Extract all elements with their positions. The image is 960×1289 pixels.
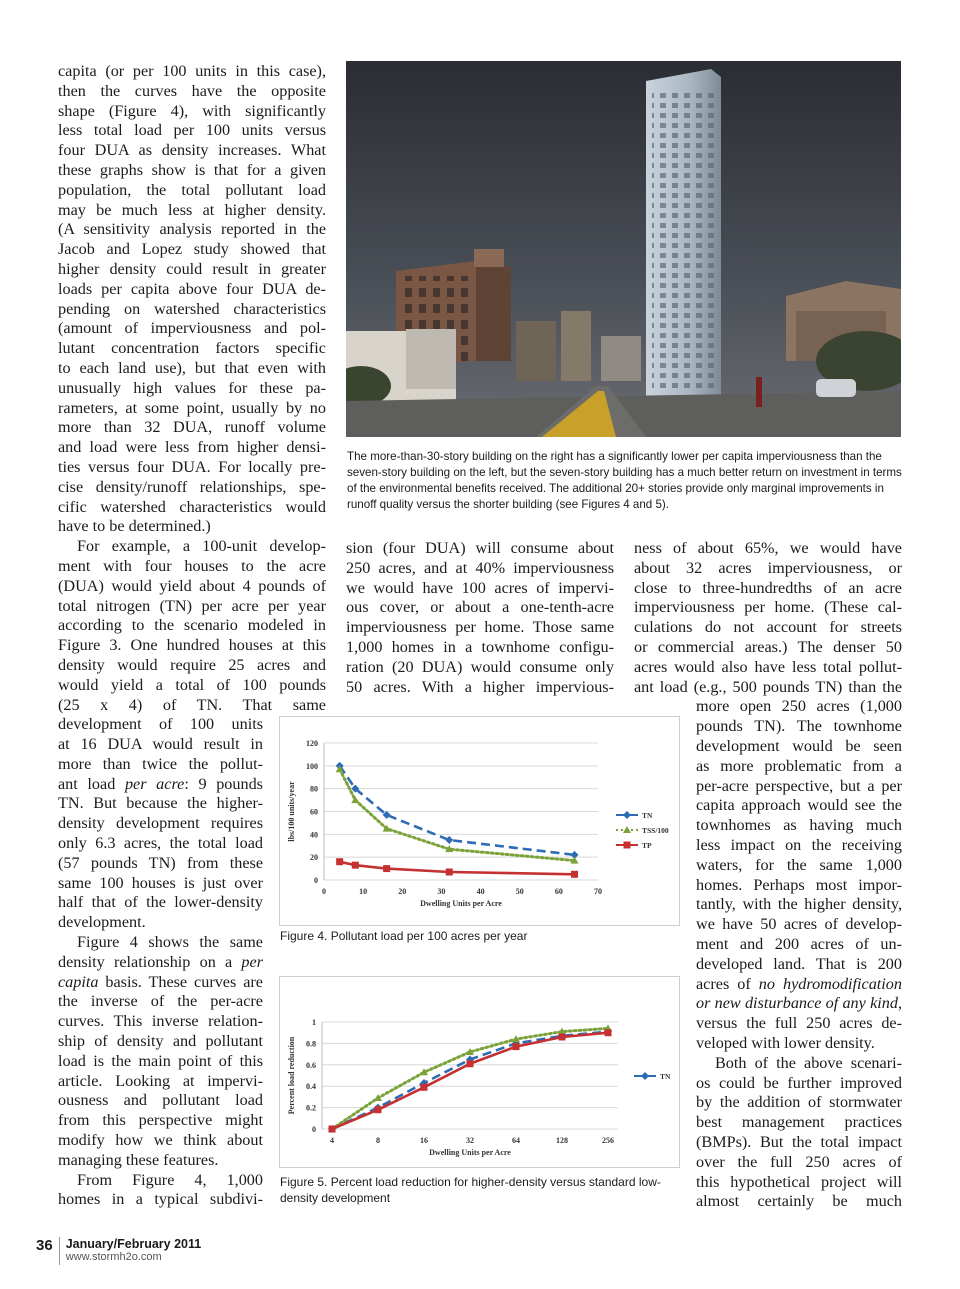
text-line: 50 acres. With a higher impervious- — [346, 677, 614, 696]
x-tick-label: 32 — [466, 1136, 474, 1145]
photo-caption: The more-than-30-story building on the right has a significantly lower per capita imperviousness than the seven-story building on the left, but the seven-story building has a much better return on investment in terms of the environmental benefits received. The additional 20+ stories provide only marginal improvements in runoff quality versus the shorter building (see Figures 4 and 5). — [347, 450, 902, 511]
text-line: we have 50 acres of develop- — [696, 915, 902, 934]
text-line: capita approach would see the — [696, 796, 902, 815]
text-line: development would be seen — [696, 736, 902, 755]
data-point — [352, 862, 359, 869]
footer-divider — [59, 1237, 60, 1265]
text-line: density relationship on a per — [58, 952, 263, 971]
issue-date: January/February 2011 — [65, 1237, 202, 1251]
text-line: at 16 DUA would result in — [58, 735, 263, 754]
paragraph-density-curves — [58, 62, 326, 517]
text-line: Jacob and Lopez study showed that — [58, 240, 326, 259]
text-line: (amount of imperviousness and pol- — [58, 319, 326, 338]
figure4-chart — [279, 716, 680, 926]
text-line: shape (Figure 4), with significantly — [58, 101, 326, 120]
legend-label: TP — [642, 841, 652, 850]
text-line: pending on watershed characteristics — [58, 299, 326, 318]
text-line: population, the total pollutant load — [58, 180, 326, 199]
y-tick-label: 20 — [310, 853, 318, 863]
middle-text-column — [346, 539, 614, 697]
text-line: Figure 4 shows the same — [77, 933, 263, 952]
x-tick-label: 50 — [515, 887, 524, 896]
x-axis-label: Dwelling Units per Acre — [420, 899, 502, 908]
figure4-chart-svg — [280, 717, 679, 925]
text-line: unusually high values for these pa- — [58, 378, 326, 397]
text-line: less total load per 100 units versus — [58, 121, 326, 140]
text-line: more open 250 acres (1,000 — [696, 697, 902, 716]
data-point — [446, 869, 453, 876]
text-line: tantly, with the higher density, — [696, 895, 902, 914]
text-line: to each land use), but that even with — [58, 358, 326, 377]
text-line: ant load (e.g., 500 pounds TN) than the — [634, 677, 902, 696]
text-line: ship of density and pollutant — [58, 1032, 263, 1051]
text-line: and load were less from higher densi- — [58, 438, 326, 457]
y-tick-label: 0.4 — [306, 1082, 316, 1092]
legend-marker — [623, 811, 631, 819]
text-line: (BMPs). But the total impact — [696, 1132, 902, 1151]
text-line: by the addition of stormwater — [696, 1093, 902, 1112]
text-line: capita basis. These curves are — [58, 972, 263, 991]
text-line: we would have 100 acres of impervi- — [346, 578, 614, 597]
text-line: load is the main point of this — [58, 1051, 263, 1070]
text-line: imperviousness per home. Those same — [346, 618, 614, 637]
x-tick-label: 8 — [376, 1136, 380, 1145]
text-line: rameters, at some point, usually by no — [58, 398, 326, 417]
figure5-caption: Figure 5. Percent load reduction for higher-density versus standard low-density development — [280, 1175, 661, 1205]
y-tick-label: 120 — [306, 739, 318, 748]
text-line: or new disturbance of any kind, — [696, 994, 902, 1013]
data-point — [383, 865, 390, 872]
website-url: www.stormh2o.com — [65, 1251, 162, 1263]
data-point — [559, 1033, 566, 1040]
text-line: os could be further improved — [696, 1073, 902, 1092]
text-line: only 6.3 acres, the total load — [58, 834, 263, 853]
x-tick-label: 128 — [556, 1136, 568, 1145]
text-line: versus the full 250 acres de- — [696, 1014, 902, 1033]
series-line — [340, 769, 575, 860]
text-line: From Figure 4, 1,000 — [77, 1170, 263, 1189]
text-line: development of 100 units — [58, 715, 263, 734]
text-line: close to three-hundredths of an acre — [634, 578, 902, 597]
text-line: Figure 3. One hundred houses at this — [58, 636, 326, 655]
legend-label: TN — [642, 811, 653, 820]
text-line: per-acre perspective, but a per — [696, 776, 902, 795]
series-line — [332, 1033, 608, 1129]
text-line: (57 pounds TN) from these — [58, 853, 263, 872]
text-line: may be much less at higher density. — [58, 200, 326, 219]
text-line: ment with four houses to the acre — [58, 556, 326, 575]
text-line: lutant concentration factors specific — [58, 339, 326, 358]
text-line: Both of the above scenari- — [715, 1053, 902, 1072]
y-tick-label: 60 — [310, 807, 318, 817]
text-line: almost certainly be much — [696, 1192, 902, 1211]
text-line: more than twice the pollut- — [58, 754, 263, 773]
figure5-chart-svg — [280, 977, 679, 1167]
data-point — [467, 1060, 474, 1067]
x-tick-label: 60 — [554, 887, 563, 896]
y-tick-label: 1 — [312, 1018, 316, 1027]
y-tick-label: 100 — [306, 761, 318, 771]
series-line — [332, 1032, 608, 1129]
y-tick-label: 0.2 — [306, 1103, 316, 1113]
text-line: managing these features. — [58, 1150, 219, 1169]
text-line: ant load per acre: 9 pounds — [58, 774, 263, 793]
text-line: waters, for the same 1,000 — [696, 855, 902, 874]
text-line: cific watershed characteristics would — [58, 497, 326, 516]
text-line: townhomes as having much — [696, 816, 902, 835]
y-tick-label: 0 — [314, 876, 318, 885]
text-line: best management practices — [696, 1113, 902, 1132]
text-line: (A sensitivity analysis reported in the — [58, 220, 326, 239]
data-point — [513, 1043, 520, 1050]
x-tick-label: 20 — [398, 887, 407, 896]
x-tick-label: 70 — [594, 887, 602, 896]
text-line: acres of no hydromodification — [696, 974, 902, 993]
text-line: over the full 250 acres of — [696, 1152, 902, 1171]
text-line: the inverse of the per-acre — [58, 992, 263, 1011]
x-tick-label: 64 — [512, 1136, 520, 1145]
y-tick-label: 40 — [310, 830, 318, 840]
x-tick-label: 10 — [359, 887, 368, 896]
text-line: article. Looking at impervi- — [58, 1071, 263, 1090]
data-point — [571, 871, 578, 878]
text-line: homes in a typical subdivi- — [58, 1190, 263, 1209]
data-point — [605, 1029, 612, 1036]
text-line: (DUA) would yield about 4 pounds of — [58, 576, 326, 595]
text-line: ousness and pollutant load — [58, 1091, 263, 1110]
text-line: higher density could result in greater — [58, 259, 326, 278]
text-line: 1,000 homes in a townhome configu- — [346, 637, 614, 656]
text-line: capita (or per 100 units in this case), — [58, 62, 326, 80]
data-point — [375, 1106, 382, 1113]
data-point — [421, 1084, 428, 1091]
text-line: about 32 acres imperviousness, or — [634, 558, 902, 577]
y-tick-label: 0.8 — [306, 1039, 316, 1049]
text-line: would yield a total of 100 pounds — [58, 675, 326, 694]
y-axis-label: Percent load reduction — [287, 1036, 296, 1115]
text-line: total nitrogen (TN) per acre per year — [58, 596, 326, 615]
city-street-photo — [346, 61, 901, 437]
y-tick-label: 80 — [310, 784, 318, 794]
text-line: veloped with lower density. — [696, 1033, 875, 1052]
figure4-caption: Figure 4. Pollutant load per 100 acres per year — [280, 929, 528, 943]
legend-marker — [623, 826, 631, 833]
text-line: four DUA as density increases. What — [58, 141, 326, 160]
text-line: or commercial areas.) The denser 50 — [634, 637, 902, 656]
text-line: density development requires — [58, 814, 263, 833]
text-line: modify how we think about — [58, 1131, 263, 1150]
y-tick-label: 0.6 — [306, 1060, 316, 1070]
figure5-chart — [279, 976, 680, 1168]
data-point — [329, 1126, 336, 1133]
x-tick-label: 30 — [437, 887, 446, 896]
text-line: (25 x 4) of TN. That same — [58, 695, 326, 714]
text-line: more than 32 DUA, runoff volume — [58, 418, 326, 437]
text-line: ous cover, or about a one-tenth-acre — [346, 598, 614, 617]
data-point — [445, 836, 453, 844]
text-line: density would require 25 acres and — [58, 655, 326, 674]
text-line: ties versus four DUA. For locally pre- — [58, 457, 326, 476]
text-line: cise density/runoff relationships, spe- — [58, 477, 326, 496]
text-line: have to be determined.) — [58, 517, 211, 536]
legend-marker — [624, 842, 631, 849]
skyline-image — [346, 61, 901, 437]
text-line: sion (four DUA) will consume about — [346, 539, 614, 557]
x-tick-label: 4 — [330, 1136, 334, 1145]
text-line: 250 acres, and at 40% imperviousness — [346, 558, 614, 577]
legend-marker — [641, 1072, 649, 1080]
data-point — [336, 858, 343, 865]
text-line: imperviousness per home. (These cal- — [634, 598, 902, 617]
legend-label: TN — [660, 1072, 671, 1081]
x-tick-label: 0 — [322, 887, 326, 896]
x-axis-label: Dwelling Units per Acre — [429, 1148, 511, 1157]
text-line: For example, a 100-unit develop- — [77, 537, 326, 556]
series-line — [340, 766, 575, 855]
x-tick-label: 40 — [476, 887, 485, 896]
text-line: homes. Perhaps most impor- — [696, 875, 902, 894]
text-line: pounds TN). The townhome — [696, 717, 902, 736]
text-line: ness of about 65%, we would have — [634, 539, 902, 557]
page-number: 36 — [36, 1237, 53, 1254]
x-tick-label: 16 — [420, 1136, 428, 1145]
text-line: curves. This inverse relation- — [58, 1012, 263, 1031]
text-line: development. — [58, 913, 146, 932]
text-line: this hypothetical project will — [696, 1172, 902, 1191]
text-line: then the curves have the opposite — [58, 81, 326, 100]
text-line: acres would also have less total pollut- — [634, 657, 902, 676]
text-line: ment and 200 acres of un- — [696, 934, 902, 953]
text-line: less impact on the receiving — [696, 835, 902, 854]
page-footer — [36, 1237, 201, 1265]
text-line: as more problematic from a — [696, 756, 902, 775]
text-line: half that of the lower-density — [58, 893, 263, 912]
text-line: from this perspective might — [58, 1111, 263, 1130]
text-line: according to the scenario modeled in — [58, 616, 326, 635]
text-line: these graphs show is that for a given — [58, 160, 326, 179]
text-line: same 100 houses is just over — [58, 873, 263, 892]
text-line: loads per capita above four DUA de- — [58, 279, 326, 298]
text-line: TN. But because the higher- — [58, 794, 263, 813]
text-line: ration (20 DUA) would consume only — [346, 657, 614, 676]
series-line — [340, 862, 575, 875]
y-tick-label: 0 — [312, 1125, 316, 1134]
x-tick-label: 256 — [602, 1136, 614, 1145]
y-axis-label: lbs/100 units/year — [287, 781, 296, 842]
text-line: developed land. That is 200 — [696, 954, 902, 973]
legend-label: TSS/100 — [642, 826, 669, 835]
text-line: culations do not account for streets — [634, 618, 902, 637]
